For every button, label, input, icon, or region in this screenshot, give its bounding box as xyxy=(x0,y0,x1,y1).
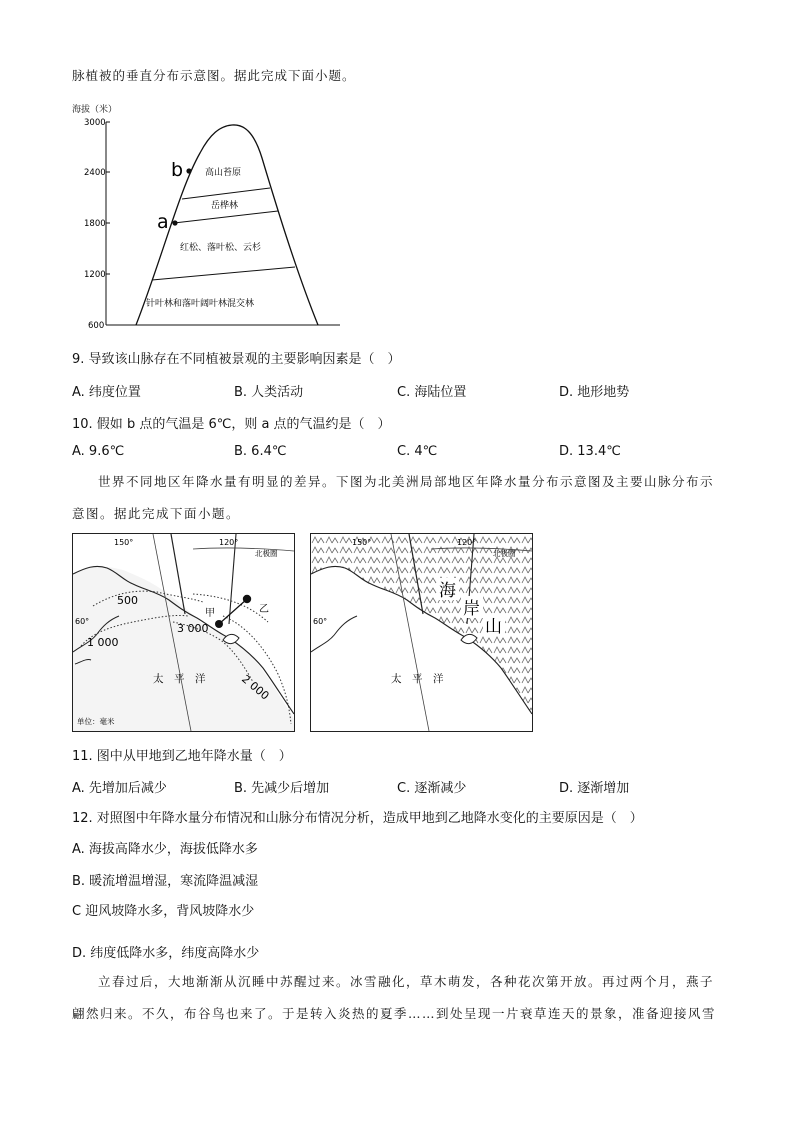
map-left-arctic: 北极圈 xyxy=(255,549,278,558)
q12-option-a[interactable]: A. 海拔高降水少，海拔低降水多 xyxy=(72,842,258,857)
q9-option-d[interactable]: D. 地形地势 xyxy=(559,385,630,400)
precipitation-map xyxy=(72,533,295,732)
question-12-stem: 12. 对照图中年降水量分布情况和山脉分布情况分析，造成甲地到乙地降水变化的主要原因是（ ） xyxy=(72,811,643,826)
point-yi-label: 乙 xyxy=(259,604,269,615)
q10-option-b[interactable]: B. 6.4℃ xyxy=(234,444,287,459)
coast-range-char-3: 山 xyxy=(485,617,502,637)
q9-option-c[interactable]: C. 海陆位置 xyxy=(397,385,467,400)
svg-text:2400: 2400 xyxy=(84,168,106,178)
q11-option-b[interactable]: B. 先减少后增加 xyxy=(234,781,330,796)
point-jia-label: 甲 xyxy=(205,608,215,619)
zone-boundary-2 xyxy=(174,211,278,223)
zone-label-tundra: 高山苔原 xyxy=(205,168,242,178)
map-left-ocean: 太 平 洋 xyxy=(153,673,206,685)
q9-option-b[interactable]: B. 人类活动 xyxy=(234,385,304,400)
vegetation-vertical-chart xyxy=(70,98,360,333)
map-right-arctic: 北极圈 xyxy=(493,549,516,558)
zone-boundary-3 xyxy=(182,188,270,199)
coast-range-char-2: 岸 xyxy=(463,599,480,619)
question-11-stem: 11. 图中从甲地到乙地年降水量（ ） xyxy=(72,749,292,764)
q10-option-c[interactable]: C. 4℃ xyxy=(397,444,438,459)
zone-label-birch: 岳桦林 xyxy=(211,201,239,211)
svg-text:1800: 1800 xyxy=(84,219,106,229)
svg-text:600: 600 xyxy=(88,321,105,331)
map-right-lon120: 120° xyxy=(457,538,477,547)
question-10-stem: 10. 假如 b 点的气温是 6℃，则 a 点的气温约是（ ） xyxy=(72,417,391,432)
isohyet-label-3000: 3 000 xyxy=(177,622,209,635)
q10-option-d[interactable]: D. 13.4℃ xyxy=(559,444,621,459)
zone-label-mixed: 针叶林和落叶阔叶林混交林 xyxy=(146,299,255,309)
q11-option-c[interactable]: C. 逐渐减少 xyxy=(397,781,467,796)
q12-option-d[interactable]: D. 纬度低降水多，纬度高降水少 xyxy=(72,946,260,961)
mountain-map xyxy=(310,533,533,732)
point-b-dot xyxy=(186,168,191,173)
q9-option-a[interactable]: A. 纬度位置 xyxy=(72,385,141,400)
q11-option-d[interactable]: D. 逐渐增加 xyxy=(559,781,630,796)
coast-range-char-1: 海 xyxy=(439,581,456,601)
zone-boundary-1 xyxy=(152,267,295,280)
q12-option-b[interactable]: B. 暖流增温增湿，寒流降温减湿 xyxy=(72,874,259,889)
passage-seasons: 立春过后，大地渐渐从沉睡中苏醒过来。冰雪融化，草木萌发，各种花次第开放。再过两个月，燕子翩然归来。不久，布谷鸟也来了。于是转入炎热的夏季……到处呈现一片衰草连天的景象，准备迎接风雪 xyxy=(72,974,717,1021)
map-right-lon150: 150° xyxy=(352,538,372,547)
point-jia-dot xyxy=(215,620,223,628)
map-right-ocean: 太 平 洋 xyxy=(391,673,444,685)
isohyet-label-2000: 2 000 xyxy=(239,672,272,703)
map-left-lat60: 60° xyxy=(75,617,90,626)
isohyet-label-1000: 1 000 xyxy=(87,636,119,649)
q11-option-a[interactable]: A. 先增加后减少 xyxy=(72,781,167,796)
zone-label-pine: 红松、落叶松、云杉 xyxy=(180,243,262,253)
point-a-label: a xyxy=(157,211,169,233)
point-a-dot xyxy=(172,220,177,225)
svg-text:3000: 3000 xyxy=(84,118,106,128)
point-yi-dot xyxy=(243,595,251,603)
intro-text: 脉植被的垂直分布示意图。据此完成下面小题。 xyxy=(72,68,356,83)
question-9-stem: 9. 导致该山脉存在不同植被景观的主要影响因素是（ ） xyxy=(72,352,401,367)
jia-yi-line xyxy=(219,599,247,624)
map-right-lat60: 60° xyxy=(313,617,328,626)
passage-precipitation: 世界不同地区年降水量有明显的差异。下图为北美洲局部地区年降水量分布示意图及主要山脉分布示意图。据此完成下面小题。 xyxy=(72,474,715,521)
map-left-lon150: 150° xyxy=(114,538,134,547)
q12-option-c[interactable]: C 迎风坡降水多，背风坡降水少 xyxy=(72,904,255,919)
map-left-lon120: 120° xyxy=(219,538,239,547)
y-tick-600 xyxy=(88,321,104,331)
y-axis-label: 海拔（米） xyxy=(72,105,118,115)
point-b-label: b xyxy=(171,159,184,181)
q10-option-a[interactable]: A. 9.6℃ xyxy=(72,444,125,459)
isohyet-label-500: 500 xyxy=(117,594,138,607)
svg-text:1200: 1200 xyxy=(84,270,106,280)
map-left-unit: 单位：毫米 xyxy=(77,717,115,726)
